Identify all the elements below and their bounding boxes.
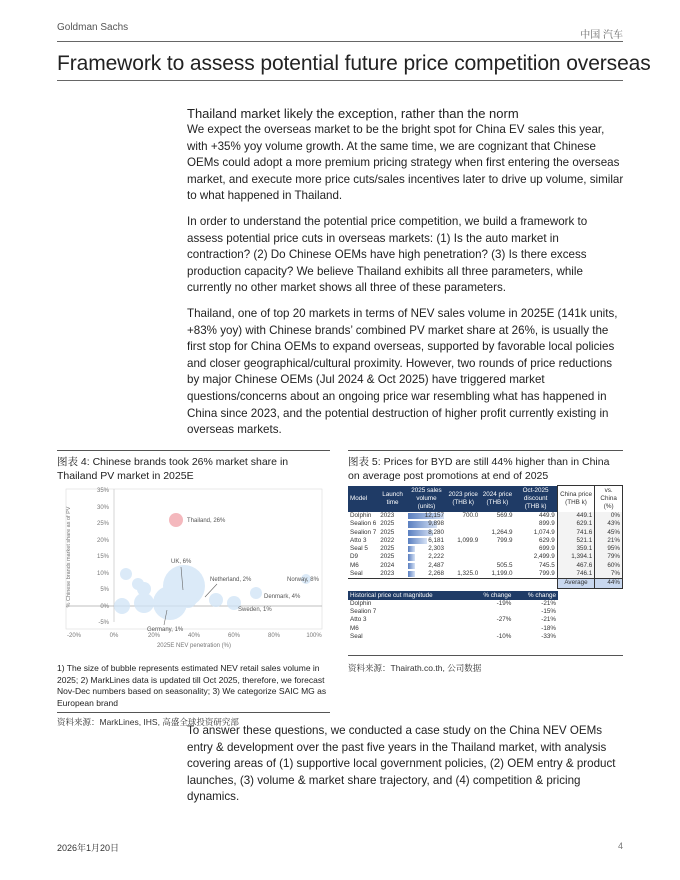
x-axis-label: 2025E NEV penetration (%) <box>156 643 232 649</box>
col-oct2025: Oct-2025 discount (THB k) <box>515 486 558 513</box>
table-row: Seal 5 2025 2,303 699.9 359.1 95% <box>348 545 623 553</box>
svg-text:0%: 0% <box>109 633 119 639</box>
table-header-row <box>348 486 623 513</box>
svg-text:35%: 35% <box>96 488 109 494</box>
paragraph-3: Thailand, one of top 20 markets in terms of NEV sales volume in 2025E (141k units, +83% yoy) with Chinese brands’ combined PV market share at 26%, is usually the first stop for China OEMs to expand overseas, supported by favorable local policies and closer geographical/cultural proximity. However, two rounds of price reductions by major Chinese OEMs (Jul 2024 & Oct 2025) have triggered market questions/concerns about an ongoing price war resembling what has happened in China since 2023, and the potential destruction of higher profit currently existing in overseas markets. <box>187 306 618 437</box>
paragraph-1: We expect the overseas market to be the bright spot for China EV sales this year, with +35% yoy volume growth. At the same time, we are cognizant that Chinese OEMs could adopt a more premium pricing strategy when first entering the overseas market, and execute more price cuts/sales incentives later to drive up volume, similar to what happened in Thailand. <box>187 123 624 203</box>
svg-text:Germany, 1%: Germany, 1% <box>147 627 184 633</box>
table-row: Atto 3 2022 6,181 1,099.9 799.9 629.9 521.1 21% <box>348 537 623 545</box>
svg-text:-20%: -20% <box>66 633 82 639</box>
svg-text:30%: 30% <box>96 505 109 511</box>
y-axis-ticks <box>97 488 110 626</box>
col-china-price: China price (THB k) <box>557 486 595 513</box>
svg-text:Denmark, 4%: Denmark, 4% <box>264 594 301 600</box>
figure-4-source: 资料来源：MarkLines, IHS, 高盛全球投资研究部 <box>57 717 239 727</box>
svg-text:Sweden, 1%: Sweden, 1% <box>238 607 272 613</box>
byd-price-table <box>348 485 623 589</box>
table-row: Seal 2023 2,268 1,325.0 1,199.0 799.9 746.1 7% <box>348 570 623 579</box>
figure-4-title: 图表 4: Chinese brands took 26% market share in Thailand PV market in 2025E <box>57 456 289 482</box>
svg-text:25%: 25% <box>96 521 109 527</box>
svg-text:15%: 15% <box>96 554 109 560</box>
header-section: 中国 汽车 <box>580 30 623 41</box>
col-vs-china: vs. China (%) <box>595 486 623 513</box>
paragraph-4: To answer these questions, we conducted a case study on the China NEV OEMs entry & development over the past five years in the Thailand market, with analysis covering areas of (1) supportive local government policies, (2) OEM entry & product launches, (3) volume & market share trajectory, and (4) competition & pricing dynamics. <box>187 724 616 804</box>
table-row: D9 2025 2,222 2,499.9 1,394.1 79% <box>348 553 623 561</box>
x-axis-ticks <box>67 633 322 639</box>
table-row: M6 -18% <box>350 624 556 632</box>
table-row: Sealion 6 2025 9,898 899.9 629.1 43% <box>348 520 623 528</box>
figure-4-notes: 1) The size of bubble represents estimated NEV retail sales volume in 2025; 2) MarkLines data is updated till Oct 2025, therefore, we forecast Nov-Dec numbers based on seasonality; 3) We categorize SAIC MG as European brand <box>57 663 327 708</box>
table-row: Seal -10% -33% <box>350 632 556 640</box>
bubble-chart <box>57 485 330 655</box>
history-header-row: Historical price cut magnitude % change % change <box>350 591 556 599</box>
table-row: Atto 3 -27% -21% <box>350 616 556 624</box>
average-label: Average <box>557 579 595 588</box>
col-launch: Launch time <box>378 486 407 513</box>
body-section-intro <box>187 106 625 439</box>
svg-text:40%: 40% <box>187 633 201 639</box>
subheading: Thailand market likely the exception, rather than the norm <box>187 106 519 121</box>
title-divider <box>57 80 623 81</box>
svg-text:Norway, 8%: Norway, 8% <box>287 577 319 583</box>
figure-5-top-rule <box>348 450 623 451</box>
figure-4-bottom-rule <box>57 712 330 713</box>
paragraph-2: In order to understand the potential price competition, we build a framework to assess potential price cuts in overseas markets: (1) Is the auto market in contraction? (2) Do Chinese OEMs have high penetration? (3) Is there excess production capacity? We believe Thailand exhibits all three parameters, while currently no other market shows all three of these parameters. <box>187 214 588 295</box>
svg-text:100%: 100% <box>306 633 322 639</box>
figure-5 <box>348 450 623 673</box>
svg-text:60%: 60% <box>227 633 241 639</box>
svg-text:Netherland, 2%: Netherland, 2% <box>210 577 252 583</box>
figure-4 <box>57 450 330 728</box>
figure-4-top-rule <box>57 450 330 451</box>
svg-text:20%: 20% <box>96 538 109 544</box>
col-model: Model <box>348 486 378 513</box>
bubble-thailand <box>169 513 183 527</box>
col-volume: 2025 sales volume (units) <box>407 486 446 513</box>
header-brand: Goldman Sachs <box>57 22 129 33</box>
svg-text:UK, 6%: UK, 6% <box>171 559 192 565</box>
page-title: Framework to assess potential future price competition overseas <box>57 52 651 75</box>
header-divider <box>57 41 623 42</box>
table-row: Sealion 7 2025 8,280 1,264.9 1,074.9 741.6 45% <box>348 529 623 537</box>
svg-text:-5%: -5% <box>98 620 109 626</box>
y-axis-label: % Chinese brands market share as of PV <box>66 506 72 608</box>
col-2023-price: 2023 price (THB k) <box>446 486 480 513</box>
svg-text:80%: 80% <box>267 633 281 639</box>
average-row <box>348 579 623 588</box>
table-row: Dolphin 2023 12,157 700.0 569.9 449.9 449.1 0% <box>348 512 623 520</box>
table-row: Dolphin -19% -21% <box>350 599 556 607</box>
svg-text:0%: 0% <box>100 604 109 610</box>
figure-5-bottom-rule <box>348 655 623 656</box>
figure-5-source: 资料来源：Thairath.co.th, 公司数据 <box>348 663 482 673</box>
svg-text:Thailand, 26%: Thailand, 26% <box>187 518 226 524</box>
footer-page-number: 4 <box>617 841 623 851</box>
footer-date: 2026年1月20日 <box>57 843 120 853</box>
svg-text:10%: 10% <box>96 571 109 577</box>
table-row: Sealion 7 -15% <box>350 607 556 615</box>
body-section-closing <box>187 723 625 806</box>
svg-text:5%: 5% <box>100 587 109 593</box>
bubbles <box>114 565 311 620</box>
average-value: 44% <box>595 579 623 588</box>
col-2024-price: 2024 price (THB k) <box>480 486 514 513</box>
svg-text:20%: 20% <box>147 633 161 639</box>
figure-5-title: 图表 5: Prices for BYD are still 44% higher than in China on average post promotions at end of 2025 <box>348 456 610 482</box>
historical-price-cut-table <box>348 591 558 641</box>
table-row: M6 2024 2,487 505.5 745.5 467.6 60% <box>348 562 623 570</box>
